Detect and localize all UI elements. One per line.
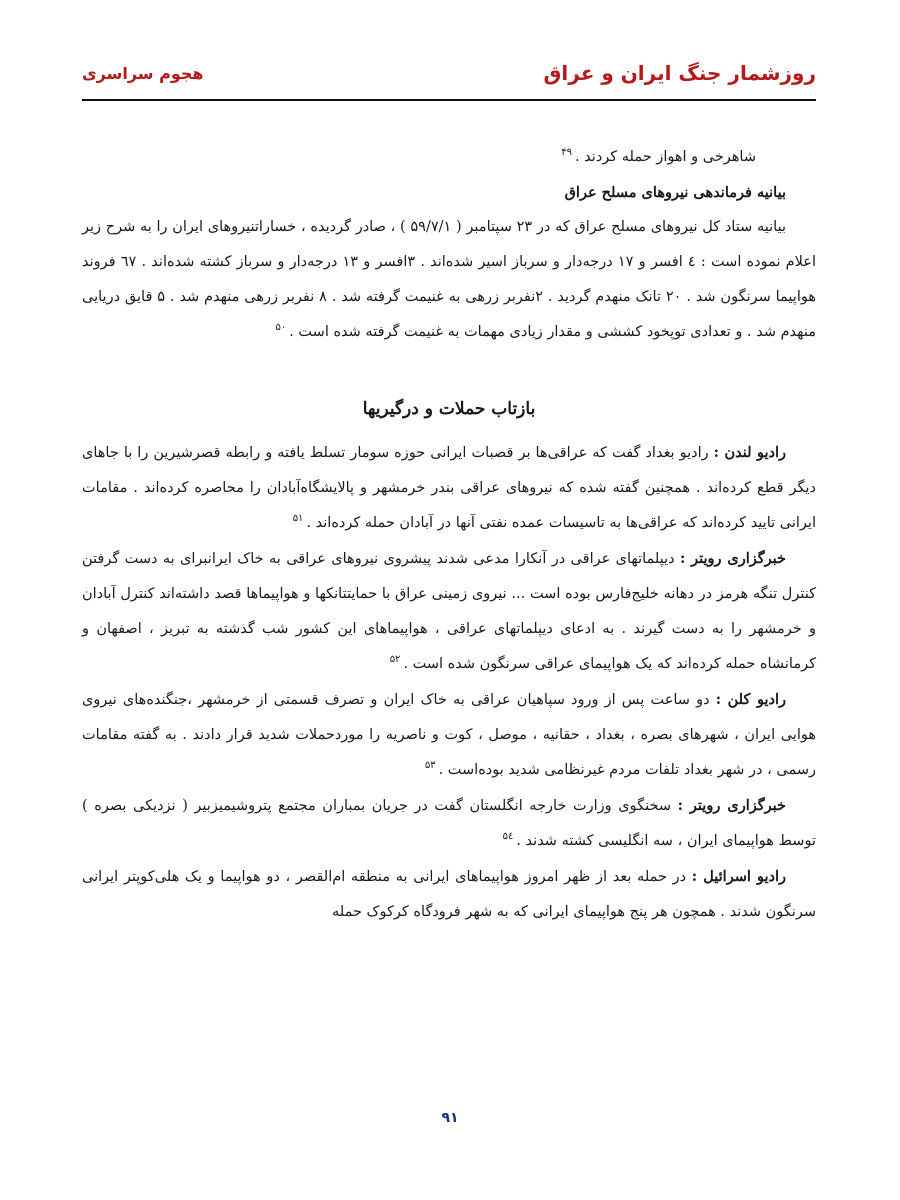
statement-heading: بیانیه فرماندهی نیروهای مسلح عراق	[564, 184, 786, 201]
page-number: ۹۱	[441, 1110, 459, 1126]
report-paragraph	[82, 541, 816, 682]
footnote-ref: ۵۳	[424, 760, 436, 772]
report-paragraph	[82, 435, 816, 541]
running-book-title: روزشمار جنگ ایران و عراق	[543, 61, 816, 85]
report-source: رادیو لندن :	[713, 444, 787, 461]
report-source: خبرگزاری رویتر :	[679, 550, 786, 567]
intro-paragraph	[82, 140, 816, 175]
footnote-ref: ۴۹	[561, 147, 572, 159]
report-text: در حمله بعد از ظهر امروز هواپیماهای ایرانی به منطقه ام‌القصر ، دو هواپیما و یک هلی‌کوپتر ایرانی سرنگون شدند . همچون هر پنج هواپیمای ایرانی که به شهر فرودگاه کرکوک حمله	[82, 869, 816, 920]
report-text: رادیو بغداد گفت که عراقی‌ها بر قصبات ایرانی حوزه سومار تسلط یافته و رابطه قصرشیرین را با جاهای دیگر قطع کرده‌اند . همچنین گفته شده که نیروهای عراقی بندر خرمشهر و پالایشگاه‌آبادان را محاصره کرده‌اند . مقامات ایرانی تایید کرده‌اند که عراقی‌ها به تاسیسات عمده نفتی آنها در آبادان حمله کرده‌اند .	[82, 445, 816, 531]
report-text: سخنگوی وزارت خارجه انگلستان گفت در جریان بمباران مجتمع پتروشیمیزبیر ( نزدیکی بصره ) توسط هواپیمای ایران ، سه انگلیسی کشته شدند .	[82, 798, 816, 849]
report-text: دیپلماتهای عراقی در آنکارا مدعی شدند پیشروی نیروهای عراقی به خاک ایرانبرای به دست گرفتن کنترل تنگه هرمز در دهانه خلیج‌فارس بوده است ... نیروی زمینی عراق با حمایتتانکها و هواپیماها قصد داشته‌اند کنترل آبادان و خرمشهر را به دست گیرند . به ادعای دیپلماتهای عراقی ، هواپیماهای این کشور شب گذشته به تبریز ، اصفهان و کرمانشاه حمله کرده‌اند که یک هواپیمای عراقی سرنگون شده است .	[82, 551, 816, 672]
report-paragraph	[82, 859, 816, 930]
statement-paragraph	[82, 210, 816, 350]
page-header	[82, 58, 816, 88]
report-source: رادیو کلن :	[715, 691, 786, 708]
report-source: رادیو اسرائیل :	[691, 868, 787, 885]
footnote-ref: ۵۲	[389, 654, 401, 666]
report-paragraph	[82, 682, 816, 788]
page-body	[82, 140, 816, 930]
section-heading: بازتاب حملات و درگیریها	[362, 399, 536, 419]
intro-text: شاهرخی و اهواز حمله کردند .	[574, 149, 756, 165]
running-section-title: هجوم سراسری	[82, 63, 204, 83]
report-source: خبرگزاری رویتر :	[677, 797, 786, 814]
statement-text: بیانیه ستاد کل نیروهای مسلح عراق که در ۲۳ سپتامبر ( ۵۹/۷/۱ ) ، صادر گردیده ، خساراتنیروهای ایران را به شرح زیر اعلام نموده است : ٤ افسر و ١٧ درجه‌دار و سرباز اسیر شده‌اند . ۳افسر و ۱۳ درجه‌دار و سرباز کشته شده‌اند . ٦٧ فروند هواپیما سرنگون شد . ۲۰ تانک منهدم گردید . ۲نفربر زرهی به غنیمت گرفته شد . ۸ نفربر زرهی منهدم شد . ۵ قایق دریایی منهدم شد . و تعدادی توپخود کششی و مقدار زیادی مهمات به غنیمت گرفته شده است .	[82, 219, 817, 340]
footnote-ref: ۵۰	[275, 322, 287, 334]
report-text: دو ساعت پس از ورود سپاهیان عراقی به خاک ایران و تصرف قسمتی از خرمشهر ،جنگنده‌های نیروی هوایی ایران ، شهرهای بصره ، بغداد ، حقانیه ، موصل ، کوت و ناصریه را موردحملات شدید قرار دادند . به گفته مقامات رسمی ، در شهر بغداد تلفات مردم غیرنظامی شدید بوده‌است .	[82, 692, 816, 778]
header-rule	[82, 99, 816, 101]
report-paragraph	[82, 788, 816, 859]
footnote-ref: ۵۱	[292, 513, 304, 525]
footnote-ref: ۵٤	[502, 831, 514, 843]
